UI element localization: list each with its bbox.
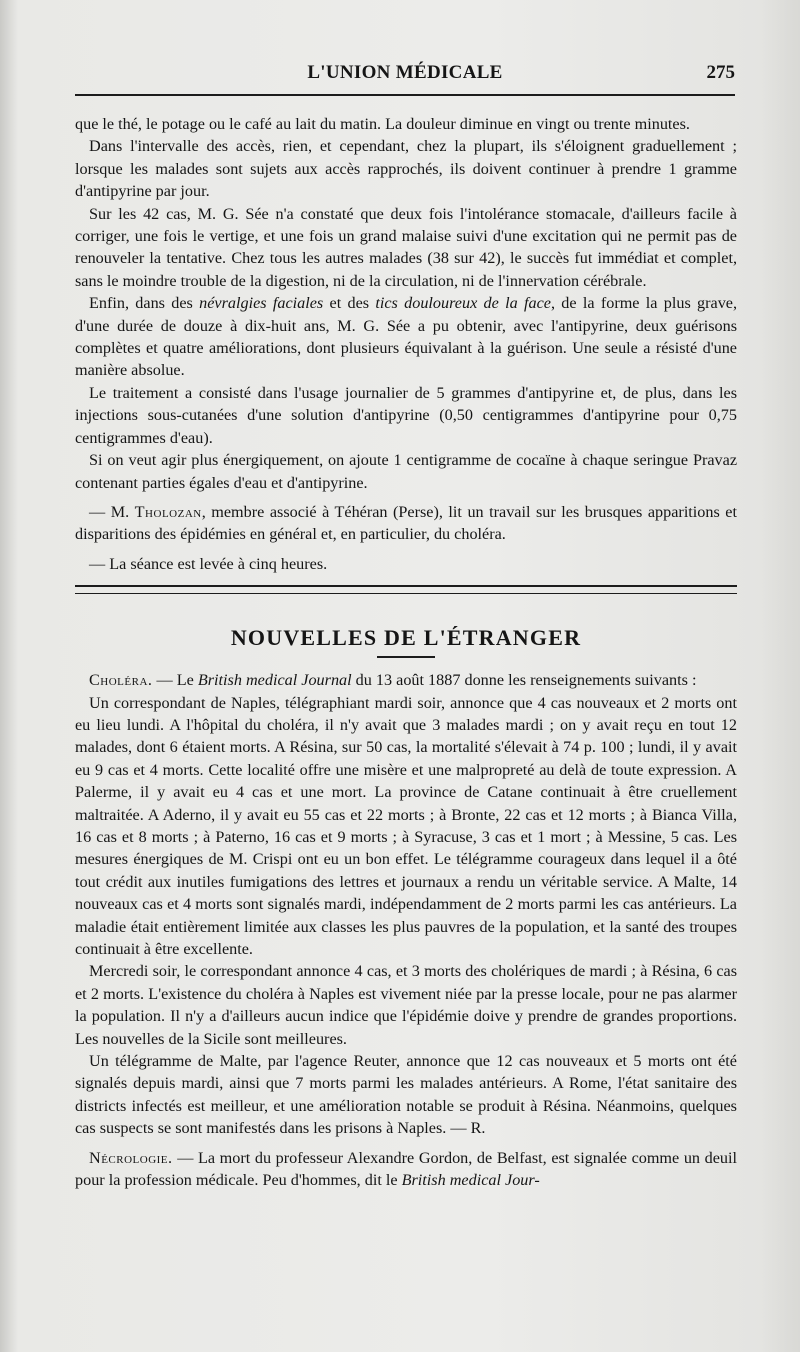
paragraph: Si on veut agir plus énergiquement, on ajoute 1 centigramme de cocaïne à chaque seringue Pravaz contenant parties égales d'eau et d'antipyrine. xyxy=(75,451,737,492)
page-number: 275 xyxy=(706,62,735,83)
text-run: , de la forme la plus grave, d'une durée de douze à dix-huit ans, M. G. Sée a pu obtenir, avec l'antipyrine, deux guérisons complètes et quatre améliorations, dont plusieurs équivalant à la guérison. Une seule a résisté d'une manière absolue. xyxy=(75,294,738,380)
article-body xyxy=(75,113,737,1191)
journal-title: L'UNION MÉDICALE xyxy=(307,62,503,83)
journal-name: British medical Jour- xyxy=(401,1171,540,1190)
italic-term: névralgies faciales xyxy=(199,294,324,313)
paragraph: Mercredi soir, le correspondant annonce 4 cas, et 3 morts des cholériques de mardi ; à Résina, 6 cas et 2 morts. L'existence du choléra à Naples est vivement niée par la presse locale, pour ne pas alarmer la population. Il n'y a d'ailleurs aucun indice que l'épidémie doive y prendre de grandes proportions. Les nouvelles de la Sicile sont meilleures. xyxy=(75,962,737,1048)
paragraph: Le traitement a consisté dans l'usage journalier de 5 grammes d'antipyrine et, de plus, dans les injections sous-cutanées d'une solution d'antipyrine (0,50 centigrammes d'antipyrine pour 0,75 centigrammes d'eau). xyxy=(75,383,737,447)
text-run: , membre associé à Téhéran (Perse), lit un travail sur les brusques apparitions et disparitions des épidémies en général et, en particulier, du choléra. xyxy=(75,502,737,544)
text-run: — Le xyxy=(152,671,198,690)
section-title: NOUVELLES DE L'ÉTRANGER xyxy=(230,625,582,651)
italic-term: tics douloureux de la face xyxy=(375,294,551,313)
section-divider xyxy=(75,585,737,594)
paragraph-seance: — La séance est levée à cinq heures. xyxy=(89,554,328,573)
paragraph-cholera-intro xyxy=(75,669,737,691)
paragraph: Un correspondant de Naples, télégraphiant mardi soir, annonce que 4 cas nouveaux et 2 morts ont eu lieu lundi. A l'hôpital du choléra, il n'y avait que 3 malades mardi ; on y avait reçu en tout 12 malades, dont 6 étaient morts. A Résina, sur 50 cas, la mortalité s'élevait à 74 p. 100 ; lundi, il y avait eu 9 cas et 4 morts. Cette localité offre une misère et une malpropreté au delà de toute expression. A Palerme, il y avait eu 4 cas et une mort. La province de Catane continuait à être cruellement maltraitée. A Aderno, il y avait eu 55 cas et 22 morts ; à Bronte, 22 cas et 12 morts ; à Bianca Villa, 16 cas et 8 morts ; à Paterno, 16 cas et 9 morts ; à Syracuse, 3 cas et 1 mort ; à Messine, 5 cas. Les mesures énergiques de M. Crispi ont eu un bon effet. Le télégramme courageux dans lequel il a ôté tout crédit aux inutiles fumigations des lettres et journaux a rendu un véritable service. A Malte, 14 nouveaux cas et 4 morts sont signalés mardi, indépendamment de 2 morts parmi les cas antérieurs. La maladie était entièrement limitée aux classes les plus pauvres de la population, et la santé des troupes continuait à être excellente. xyxy=(75,693,737,958)
paragraph: Un télégramme de Malte, par l'agence Reuter, annonce que 12 cas nouveaux et 5 morts ont été signalés depuis mardi, ainsi que 7 morts parmi les malades antérieurs. A Rome, l'état sanitaire des districts infectés est meilleur, et une amélioration notable se produit à Résina. Néanmoins, quelques cas suspects se sont manifestés dans les prisons à Naples. — R. xyxy=(75,1052,737,1138)
journal-name: British medical Journal xyxy=(197,671,352,690)
paragraph: que le thé, le potage ou le café au lait du matin. La douleur diminue en vingt ou trente minutes. xyxy=(75,115,690,133)
author-name: Tholozan xyxy=(134,502,202,521)
paragraph-nevralgies xyxy=(75,292,737,382)
paragraph: Sur les 42 cas, M. G. Sée n'a constaté que deux fois l'intolérance stomacale, d'ailleurs facile à corriger, une fois le vertige, et une fois un grand malaise suivi d'une excitation qui ne permit pas de renouveler la tentative. Chez tous les autres malades (38 sur 42), le succès fut immédiat et complet, sans le moindre trouble de la digestion, ni de la circulation, ni de l'innervation cérébrale. xyxy=(75,204,737,290)
text-run: et des xyxy=(323,294,376,313)
text-run: — La mort du professeur Alexandre Gordon, de Belfast, est signalée comme un deuil pour la profession médicale. Peu d'hommes, dit le xyxy=(75,1148,737,1190)
header-rule xyxy=(75,94,735,96)
text-run: du 13 août 1887 donne les renseignements suivants : xyxy=(351,671,697,690)
paragraph: Dans l'intervalle des accès, rien, et cependant, chez la plupart, ils s'éloignent graduellement ; lorsque les malades sont sujets aux accès rapprochés, ils doivent continuer à prendre 1 gramme d'antipyrine par jour. xyxy=(75,137,737,201)
page-edge-shadow xyxy=(760,0,800,1352)
text-run: — M. xyxy=(89,502,135,521)
paragraph-necrologie xyxy=(75,1147,737,1192)
text-run: Enfin, dans des xyxy=(89,294,200,313)
rubric-label: Choléra. xyxy=(89,671,153,690)
paragraph-tholozan xyxy=(75,501,737,546)
rubric-label: Nécrologie. xyxy=(89,1148,173,1167)
running-header xyxy=(75,60,735,88)
